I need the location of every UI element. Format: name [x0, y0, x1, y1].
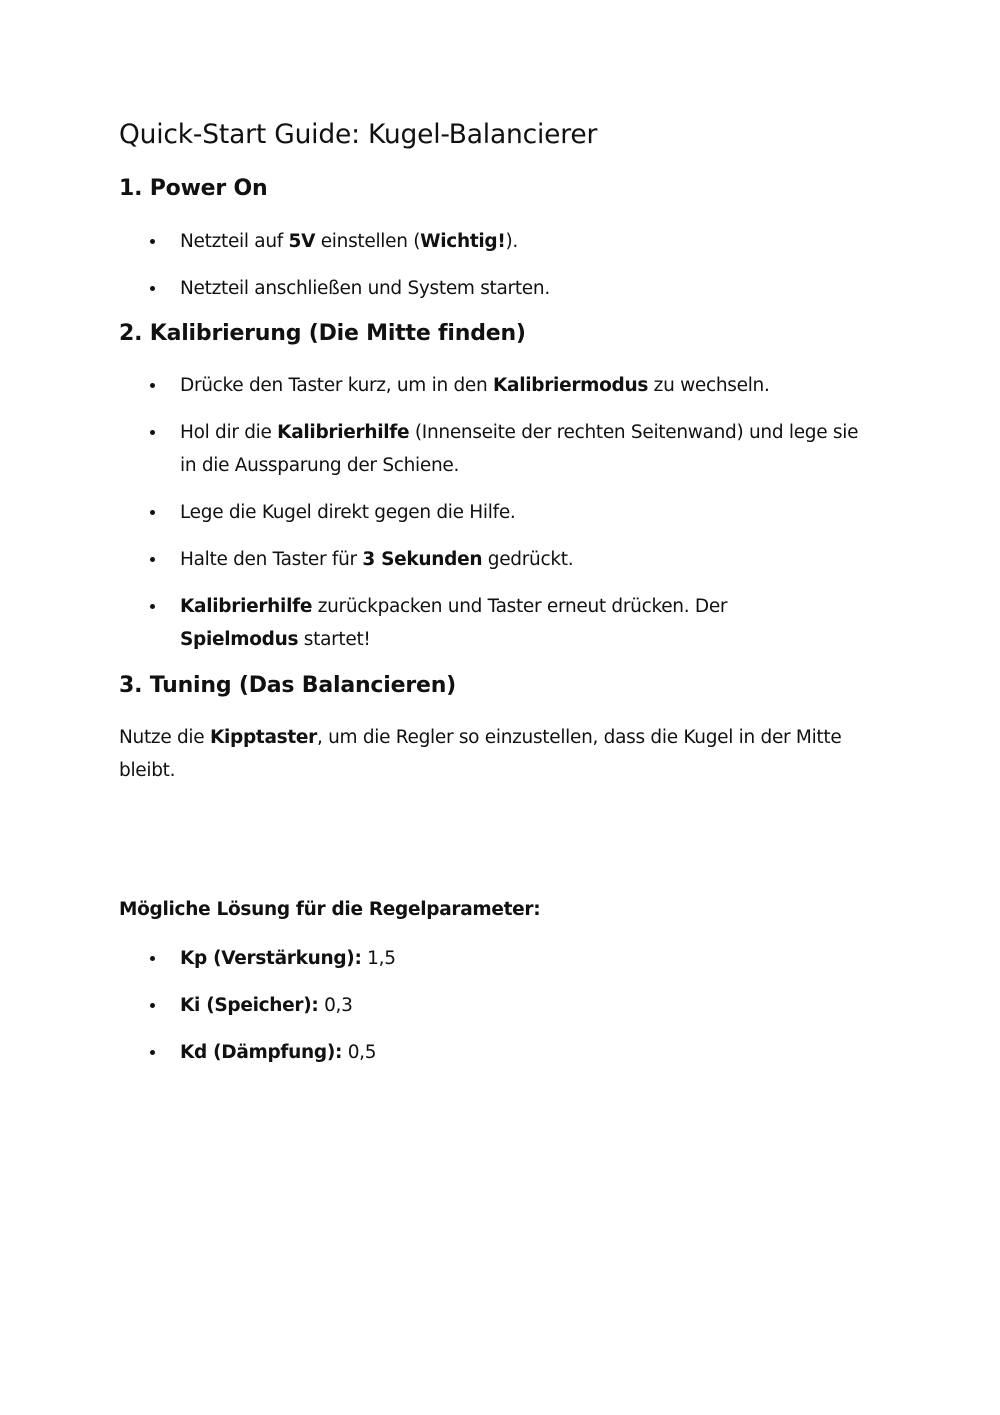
list-item: Netzteil anschließen und System starten.: [180, 278, 550, 299]
bullet-icon: [148, 272, 158, 305]
list-item: Halte den Taster für 3 Sekunden gedrückt.: [180, 549, 574, 570]
section-heading-tuning: 3. Tuning (Das Balancieren): [119, 673, 457, 698]
bullet-icon: [148, 942, 158, 975]
list-item: Hol dir die Kalibrierhilfe (Innenseite der rechten Seitenwand) und lege sie in die Aussparung der Schiene.: [180, 422, 859, 476]
solution-heading: Mögliche Lösung für die Regelparameter:: [119, 899, 541, 920]
bullet-icon: [148, 989, 158, 1022]
bullet-icon: [148, 543, 158, 576]
paragraph: Nutze die Kipptaster, um die Regler so einzustellen, dass die Kugel in der Mitte bleibt.: [119, 727, 842, 781]
bullet-icon: [148, 369, 158, 402]
list-item: Lege die Kugel direkt gegen die Hilfe.: [180, 502, 516, 523]
list-item-kd: Kd (Dämpfung): 0,5: [180, 1042, 377, 1063]
list-item: Kalibrierhilfe zurückpacken und Taster erneut drücken. Der Spielmodus startet!: [180, 596, 728, 650]
list-item: Drücke den Taster kurz, um in den Kalibriermodus zu wechseln.: [180, 375, 770, 396]
bullet-icon: [148, 1036, 158, 1069]
section-heading-kalibrierung: 2. Kalibrierung (Die Mitte finden): [119, 321, 526, 346]
bullet-icon: [148, 496, 158, 529]
page-title: Quick-Start Guide: Kugel-Balancierer: [119, 119, 598, 150]
section-heading-power-on: 1. Power On: [119, 176, 268, 201]
bullet-icon: [148, 225, 158, 258]
list-item: Netzteil auf 5V einstellen (Wichtig!).: [180, 231, 518, 252]
list-item-kp: Kp (Verstärkung): 1,5: [180, 948, 396, 969]
bullet-icon: [148, 416, 158, 449]
bullet-icon: [148, 590, 158, 623]
list-item-ki: Ki (Speicher): 0,3: [180, 995, 353, 1016]
